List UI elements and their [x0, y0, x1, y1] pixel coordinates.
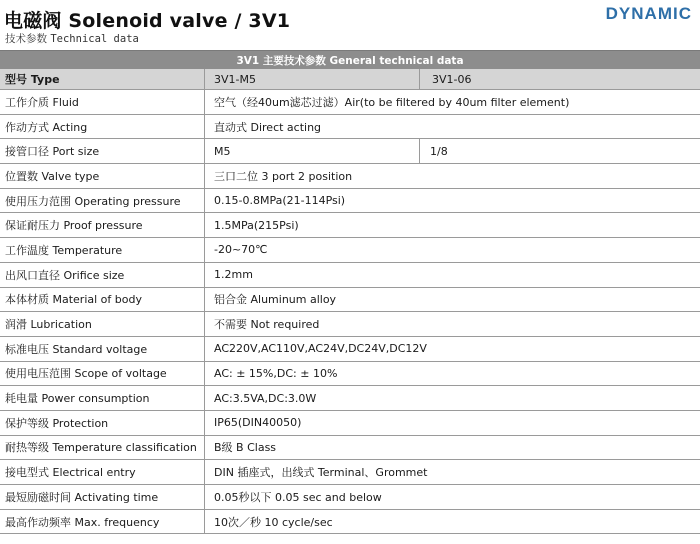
row-label: 保护等级 Protection: [0, 411, 205, 435]
row-value: 不需要 Not required: [214, 318, 320, 332]
page-title: 电磁阀 Solenoid valve / 3V1: [4, 10, 291, 32]
table-row: [0, 337, 700, 362]
header-model-m5: 3V1-M5: [205, 69, 420, 89]
row-value: M5: [205, 139, 420, 163]
row-value: 0.05秒以下 0.05 sec and below: [214, 490, 382, 504]
row-value: 空气（经40um滤芯过滤）Air(to be filtered by 40um filter element): [214, 95, 570, 109]
table-row: [0, 312, 700, 337]
row-label: 使用电压范围 Scope of voltage: [0, 362, 205, 386]
table-row: [0, 485, 700, 510]
page-header: [0, 0, 700, 46]
row-label: 耐热等级 Temperature classification: [0, 436, 205, 460]
row-label: 工作介质 Fluid: [0, 90, 205, 114]
header-model-06: 3V1-06: [432, 72, 472, 86]
table-row: [0, 362, 700, 387]
table-row: [0, 263, 700, 288]
row-label: 最高作动频率 Max. frequency: [0, 510, 205, 534]
row-value: 1.2mm: [214, 268, 253, 282]
table-band-title: 3V1 主要技术参数 General technical data: [0, 50, 700, 69]
row-value: 10次／秒 10 cycle/sec: [214, 515, 333, 529]
row-value: 直动式 Direct acting: [214, 120, 322, 134]
page-subtitle: [5, 31, 139, 46]
table-row: [0, 436, 700, 461]
row-label: 位置数 Valve type: [0, 164, 205, 188]
row-label: 润滑 Lubrication: [0, 312, 205, 336]
row-value: AC: ± 15%,DC: ± 10%: [214, 366, 338, 380]
row-label: 作动方式 Acting: [0, 115, 205, 139]
table-row: [0, 139, 700, 164]
row-value: -20~70℃: [214, 243, 268, 257]
row-value-2: 1/8: [430, 144, 448, 158]
table-header-row: [0, 69, 700, 90]
table-row: [0, 90, 700, 115]
row-label: 耗电量 Power consumption: [0, 386, 205, 410]
row-value: AC220V,AC110V,AC24V,DC24V,DC12V: [214, 342, 427, 356]
row-value: AC:3.5VA,DC:3.0W: [214, 391, 317, 405]
subtitle-en: Technical data: [50, 33, 139, 45]
row-label: 出风口直径 Orifice size: [0, 263, 205, 287]
table-row: [0, 115, 700, 140]
row-value: 0.15-0.8MPa(21-114Psi): [214, 194, 346, 208]
row-label: 工作温度 Temperature: [0, 238, 205, 262]
table-row: [0, 213, 700, 238]
subtitle-cn: 技术参数: [5, 33, 47, 45]
logo-text: DYNAMIC: [605, 4, 692, 23]
dynamic-logo: [606, 3, 692, 25]
row-value: 铝合金 Aluminum alloy: [214, 293, 337, 307]
table-row: [0, 189, 700, 214]
table-row: [0, 510, 700, 535]
spec-table: [0, 50, 700, 534]
table-row: [0, 238, 700, 263]
row-label: 接管口径 Port size: [0, 139, 205, 163]
row-label: 标准电压 Standard voltage: [0, 337, 205, 361]
table-row: [0, 411, 700, 436]
row-value: DIN 插座式，出线式 Terminal、Grommet: [214, 466, 428, 480]
row-label: 本体材质 Material of body: [0, 288, 205, 312]
row-label: 使用压力范围 Operating pressure: [0, 189, 205, 213]
row-value: IP65(DIN40050): [214, 416, 302, 430]
row-label: 最短励磁时间 Activating time: [0, 485, 205, 509]
table-row: [0, 460, 700, 485]
row-value: 1.5MPa(215Psi): [214, 218, 299, 232]
row-label: 保证耐压力 Proof pressure: [0, 213, 205, 237]
table-row: [0, 386, 700, 411]
row-value: 三口二位 3 port 2 position: [214, 169, 353, 183]
row-label: 接电型式 Electrical entry: [0, 460, 205, 484]
table-body: [0, 90, 700, 534]
header-type: 型号 Type: [0, 69, 205, 89]
table-row: [0, 288, 700, 313]
row-value: B级 B Class: [214, 441, 277, 455]
table-row: [0, 164, 700, 189]
